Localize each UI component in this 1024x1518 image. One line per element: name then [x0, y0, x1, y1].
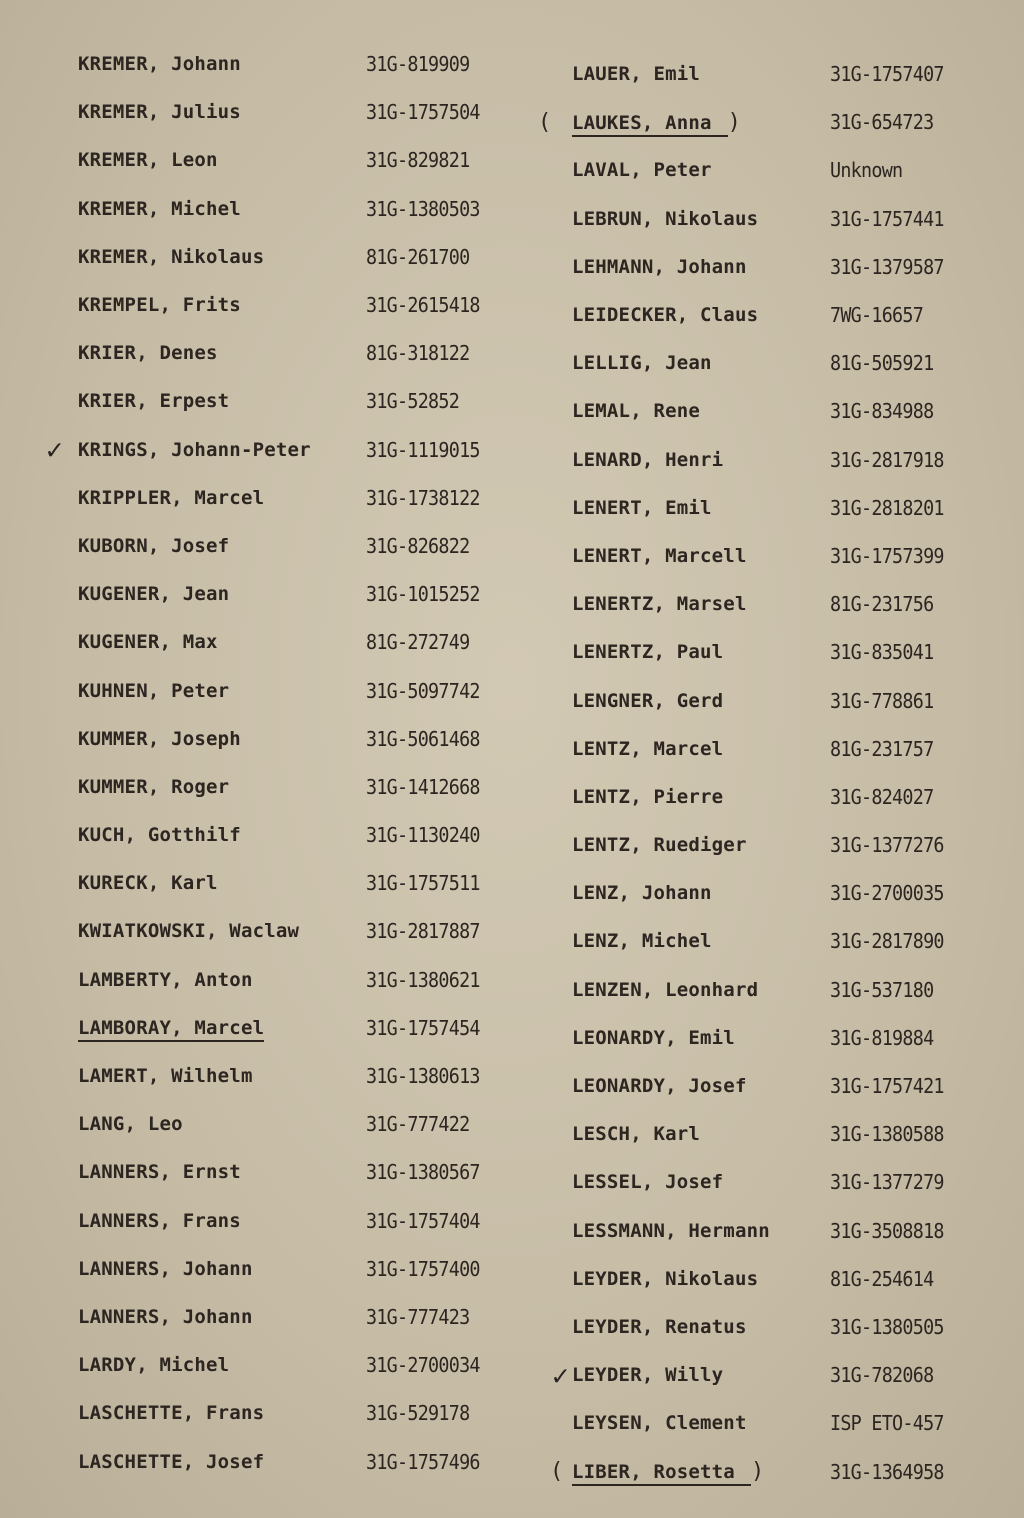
entry-number: 31G-777422	[366, 1112, 470, 1137]
entry-name: KUHNEN, Peter	[78, 679, 230, 702]
entry-name: KREMER, Julius	[78, 101, 241, 124]
entry-number: 31G-537180	[830, 977, 934, 1002]
entry-number: 81G-318122	[366, 341, 470, 366]
entry-number: 31G-782068	[830, 1363, 934, 1388]
list-item	[70, 715, 510, 763]
list-item	[70, 907, 510, 955]
entry-name: LESSEL, Josef	[572, 1171, 724, 1194]
entry-number: 31G-2817918	[830, 447, 944, 472]
underlined-name: LAUKES, Anna	[572, 112, 728, 137]
list-item	[70, 1004, 510, 1052]
list-item	[70, 1148, 510, 1196]
entry-number: 31G-2615418	[366, 293, 480, 318]
entry-name: KUMMER, Joseph	[78, 727, 241, 750]
entry-number: 31G-1130240	[366, 823, 480, 848]
entry-name: LENTZ, Marcel	[572, 737, 724, 760]
entry-number: 31G-1757400	[366, 1256, 480, 1281]
entry-number: 31G-1379587	[830, 254, 944, 279]
list-item	[548, 1110, 998, 1158]
entry-number: 81G-261700	[366, 244, 470, 269]
entry-name: LANG, Leo	[78, 1113, 183, 1136]
entry-number: 31G-1380567	[366, 1160, 480, 1185]
list-item	[70, 377, 510, 425]
list-item	[538, 98, 998, 146]
list-item	[548, 195, 998, 243]
check-mark-icon: ✓	[552, 1358, 569, 1392]
list-item	[548, 725, 998, 773]
entry-name: KRIER, Erpest	[78, 390, 230, 413]
entry-name: LEBRUN, Nikolaus	[572, 207, 759, 230]
list-item	[70, 474, 510, 522]
entry-number: 31G-1738122	[366, 485, 480, 510]
entry-number: 31G-1015252	[366, 582, 480, 607]
entry-number: 31G-1757454	[366, 1015, 480, 1040]
list-item	[548, 1255, 998, 1303]
list-item	[70, 136, 510, 184]
entry-number: 31G-1380505	[830, 1314, 944, 1339]
entry-name: KREMER, Johann	[78, 53, 241, 76]
list-item	[548, 339, 998, 387]
list-item	[548, 821, 998, 869]
entry-number: 31G-1757421	[830, 1074, 944, 1099]
list-item	[548, 1447, 998, 1495]
entry-name: LESCH, Karl	[572, 1123, 701, 1146]
entry-name: LEHMANN, Johann	[572, 255, 747, 278]
entry-number: 31G-1364958	[830, 1459, 944, 1484]
bracket-left-mark: (	[538, 109, 552, 135]
entry-number: 31G-2700034	[366, 1353, 480, 1378]
entry-name: KREMER, Michel	[78, 197, 241, 220]
list-item	[548, 966, 998, 1014]
list-item	[70, 570, 510, 618]
entry-name	[548, 1459, 830, 1484]
entry-number: 31G-1119015	[366, 437, 480, 462]
left-column	[46, 40, 510, 1486]
entry-name: LAVAL, Peter	[572, 159, 712, 182]
entry-name: LANNERS, Ernst	[78, 1161, 241, 1184]
entry-name: LENERTZ, Paul	[572, 641, 724, 664]
list-item	[46, 426, 510, 474]
entry-number: 31G-778861	[830, 688, 934, 713]
list-item	[548, 628, 998, 676]
list-item	[548, 1207, 998, 1255]
list-item	[548, 676, 998, 724]
entry-name: LANNERS, Johann	[78, 1305, 253, 1328]
entry-name: LEONARDY, Josef	[572, 1075, 747, 1098]
entry-name: LESSMANN, Hermann	[572, 1219, 770, 1242]
entry-number: 31G-1757441	[830, 206, 944, 231]
list-item	[548, 436, 998, 484]
entry-name: LANNERS, Frans	[78, 1209, 241, 1232]
list-item	[70, 522, 510, 570]
entry-number: 81G-231756	[830, 592, 934, 617]
entry-number: 31G-3508818	[830, 1218, 944, 1243]
entry-number: 31G-2817890	[830, 929, 944, 954]
entry-number: 31G-529178	[366, 1401, 470, 1426]
list-item	[70, 1341, 510, 1389]
entry-number: 31G-1380588	[830, 1122, 944, 1147]
entry-number: 31G-5097742	[366, 678, 480, 703]
check-mark-icon: ✓	[46, 433, 63, 467]
entry-name: LEYDER, Nikolaus	[572, 1267, 759, 1290]
bracket-right-mark: )	[750, 1459, 765, 1485]
entry-number: 31G-2817887	[366, 919, 480, 944]
list-item	[548, 773, 998, 821]
entry-name: KUCH, Gotthilf	[78, 824, 241, 847]
list-item	[70, 281, 510, 329]
entry-name: LEYSEN, Clement	[572, 1412, 747, 1435]
list-item	[70, 1197, 510, 1245]
entry-number: 7WG-16657	[830, 303, 924, 328]
list-item	[548, 1062, 998, 1110]
entry-number: 81G-254614	[830, 1266, 934, 1291]
entry-number: 31G-819884	[830, 1025, 934, 1050]
entry-number: 31G-52852	[366, 389, 460, 414]
list-item	[548, 50, 998, 98]
entry-name: KUMMER, Roger	[78, 775, 230, 798]
list-item	[70, 233, 510, 281]
entry-number: 31G-1412668	[366, 774, 480, 799]
list-item	[70, 859, 510, 907]
entry-name	[538, 109, 830, 135]
entry-number: 31G-1757496	[366, 1449, 480, 1474]
entry-name: LENZEN, Leonhard	[572, 978, 759, 1001]
list-item	[70, 1100, 510, 1148]
list-item	[548, 387, 998, 435]
list-item	[548, 146, 998, 194]
list-item	[70, 88, 510, 136]
entry-number: 31G-1380503	[366, 196, 480, 221]
entry-name: KUGENER, Jean	[78, 583, 230, 606]
list-item	[548, 243, 998, 291]
entry-name: LAUER, Emil	[572, 63, 701, 86]
list-item	[548, 917, 998, 965]
entry-name: KUBORN, Josef	[78, 534, 230, 557]
entry-name: LEONARDY, Emil	[572, 1026, 735, 1049]
entry-number: 31G-829821	[366, 148, 470, 173]
bracket-left-mark: (	[550, 1459, 564, 1485]
entry-name: KREMER, Leon	[78, 149, 218, 172]
entry-name: LENTZ, Pierre	[572, 785, 724, 808]
entry-name: LASCHETTE, Frans	[78, 1402, 265, 1425]
entry-number: 31G-777423	[366, 1304, 470, 1329]
entry-name: KRIER, Denes	[78, 342, 218, 365]
entry-number: 31G-2700035	[830, 881, 944, 906]
list-item	[548, 1014, 998, 1062]
entry-name	[70, 1017, 366, 1039]
entry-number: 31G-1757504	[366, 100, 480, 125]
list-item	[70, 1245, 510, 1293]
list-item	[70, 618, 510, 666]
entry-number: 31G-826822	[366, 533, 470, 558]
entry-number: 81G-231757	[830, 736, 934, 761]
entry-name: LANNERS, Johann	[78, 1257, 253, 1280]
entry-name: LEYDER, Willy	[572, 1364, 724, 1387]
entry-name: LELLIG, Jean	[572, 352, 712, 375]
entry-number: 31G-819909	[366, 52, 470, 77]
entry-name: LENERTZ, Marsel	[572, 593, 747, 616]
entry-name: KRINGS, Johann-Peter	[78, 438, 311, 461]
entry-name: KWIATKOWSKI, Waclaw	[78, 920, 300, 943]
list-item	[548, 1351, 998, 1399]
list-item	[548, 580, 998, 628]
entry-name: LENZ, Michel	[572, 930, 712, 953]
list-item	[70, 1052, 510, 1100]
list-item	[70, 329, 510, 377]
entry-name: LEYDER, Renatus	[572, 1315, 747, 1338]
list-item	[70, 811, 510, 859]
list-item	[548, 532, 998, 580]
entry-name: KUGENER, Max	[78, 631, 218, 654]
entry-number: 31G-5061468	[366, 726, 480, 751]
underlined-name: LAMBORAY, Marcel	[78, 1017, 264, 1042]
entry-name: LENGNER, Gerd	[572, 689, 724, 712]
underlined-name: LIBER, Rosetta	[572, 1461, 751, 1486]
entry-number: 31G-835041	[830, 640, 934, 665]
entry-name: LENTZ, Ruediger	[572, 834, 747, 857]
list-item	[70, 1293, 510, 1341]
entry-name: KRIPPLER, Marcel	[78, 486, 265, 509]
list-item	[548, 484, 998, 532]
entry-number: 31G-1757399	[830, 543, 944, 568]
entry-name: LENERT, Marcell	[572, 544, 747, 567]
entry-number: 31G-1377279	[830, 1170, 944, 1195]
entry-number: 31G-834988	[830, 399, 934, 424]
list-item	[70, 956, 510, 1004]
entry-number: 31G-1377276	[830, 833, 944, 858]
list-item	[70, 185, 510, 233]
list-item	[548, 869, 998, 917]
entry-number: Unknown	[830, 158, 903, 183]
list-item	[548, 1399, 998, 1447]
list-item	[70, 40, 510, 88]
entry-name: KREMER, Nikolaus	[78, 245, 265, 268]
entry-number: ISP ETO-457	[830, 1411, 944, 1436]
list-item	[70, 763, 510, 811]
entry-number: 31G-2818201	[830, 495, 944, 520]
entry-number: 31G-654723	[830, 110, 934, 135]
entry-name: LEIDECKER, Claus	[572, 304, 759, 327]
bracket-right-mark: )	[727, 109, 742, 135]
list-item	[70, 666, 510, 714]
entry-number: 31G-1380621	[366, 967, 480, 992]
entry-number: 31G-1380613	[366, 1064, 480, 1089]
entry-name: LAMBERTY, Anton	[78, 968, 253, 991]
entry-name: LAMERT, Wilhelm	[78, 1065, 253, 1088]
list-item	[548, 1303, 998, 1351]
list-item	[548, 291, 998, 339]
entry-number: 31G-824027	[830, 784, 934, 809]
entry-name: KREMPEL, Frits	[78, 294, 241, 317]
entry-name: LENARD, Henri	[572, 448, 724, 471]
entry-name: KURECK, Karl	[78, 872, 218, 895]
entry-number: 31G-1757404	[366, 1208, 480, 1233]
list-item	[70, 1437, 510, 1485]
entry-name: LARDY, Michel	[78, 1354, 230, 1377]
list-item	[548, 1158, 998, 1206]
entry-number: 81G-505921	[830, 351, 934, 376]
entry-name: LENZ, Johann	[572, 882, 712, 905]
list-item	[70, 1389, 510, 1437]
entry-number: 31G-1757511	[366, 871, 480, 896]
right-column	[538, 50, 998, 1496]
entry-name: LEMAL, Rene	[572, 400, 701, 423]
entry-number: 31G-1757407	[830, 62, 944, 87]
entry-number: 81G-272749	[366, 630, 470, 655]
entry-name: LENERT, Emil	[572, 496, 712, 519]
entry-name: LASCHETTE, Josef	[78, 1450, 265, 1473]
